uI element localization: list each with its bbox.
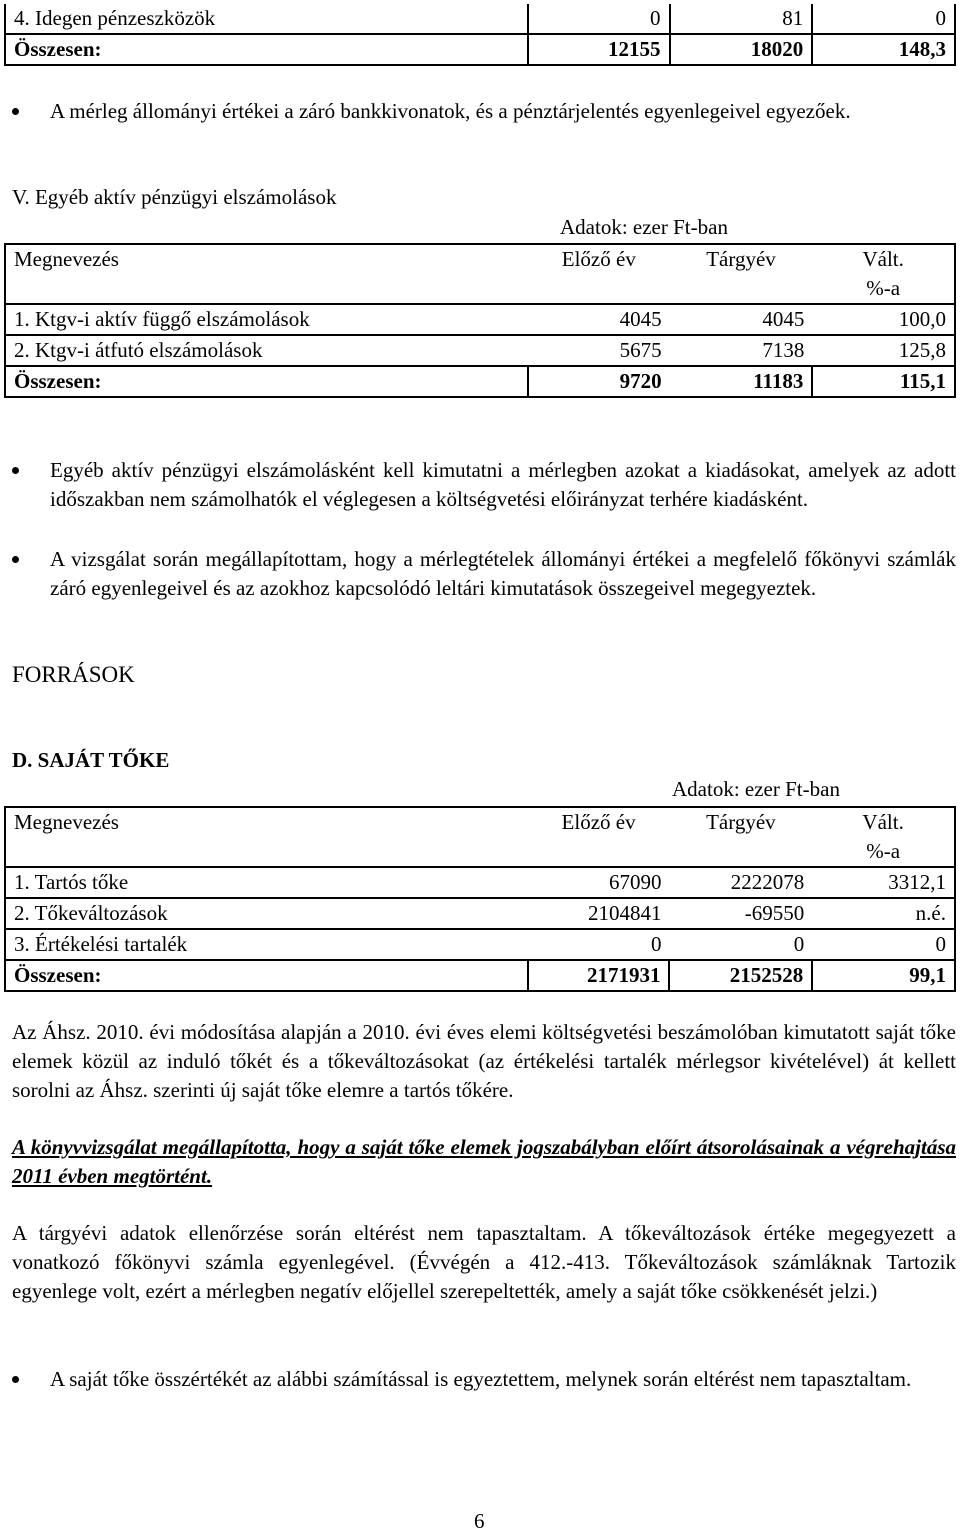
total-prev: 12155	[528, 34, 670, 65]
table-penzeszkozok	[4, 4, 956, 66]
total-prev: 2171931	[528, 960, 670, 991]
total-curr: 18020	[670, 34, 813, 65]
header-name: Megnevezés	[5, 807, 528, 837]
bullet-egyeb-aktiv: Egyéb aktív pénzügyi elszámolásként kell kimutatni a mérlegben azokat a kiadásokat, amelyek az adott időszakban nem számolhatók el véglegesen a költségvetési előirányzat terhére kiadásként.	[50, 456, 956, 514]
row-pct: n.é.	[812, 898, 955, 929]
header-pct-2: %-a	[812, 837, 955, 867]
total-name: Összesen:	[5, 34, 528, 65]
row-pct: 3312,1	[812, 867, 955, 898]
table-row	[5, 929, 955, 960]
total-prev: 9720	[528, 366, 670, 397]
row-curr: 81	[670, 4, 813, 34]
table-total-row	[5, 960, 955, 991]
header-pct: Vált.	[812, 807, 955, 837]
section-d-unit: Adatok: ezer Ft-ban	[672, 777, 840, 801]
total-pct: 148,3	[812, 34, 955, 65]
paragraph-ahsz: Az Áhsz. 2010. évi módosítása alapján a 2010. évi éves elemi költségvetési beszámolóban kimutatott saját tőke elemek közül az induló tőkét és a tőkeváltozásokat (az értékelési tartalék mérlegsor kivételével) át kellett sorolni az Áhsz. szerinti új saját tőke elemre a tartós tőkére.	[12, 1020, 956, 1102]
bullet-vizsgalat: A vizsgálat során megállapítottam, hogy a mérlegtételek állományi értékei a megfelelő főkönyvi számlák záró egyenlegeivel és az azokhoz kapcsolódó leltári kimutatások összegeivel megegyeztek.	[50, 545, 956, 603]
table-header-row	[5, 274, 955, 304]
table-total-row	[5, 34, 955, 65]
row-curr: 4045	[670, 304, 813, 335]
bullet-merleg-egyezoek: A mérleg állományi értékei a záró bankkivonatok, és a pénztárjelentés egyenlegeivel egyezőek.	[50, 97, 956, 126]
row-prev: 5675	[528, 335, 670, 366]
total-name: Összesen:	[5, 960, 528, 991]
section-v-title: V. Egyéb aktív pénzügyi elszámolások	[12, 185, 337, 209]
row-prev: 0	[528, 929, 670, 960]
table-row	[5, 867, 955, 898]
table-header-row	[5, 807, 955, 837]
table-header-row	[5, 244, 955, 274]
total-curr: 2152528	[669, 960, 812, 991]
section-v-unit: Adatok: ezer Ft-ban	[560, 215, 728, 239]
table-sajat-toke	[4, 806, 956, 992]
row-curr: 0	[669, 929, 812, 960]
header-curr: Tárgyév	[669, 807, 812, 837]
table-header-row	[5, 837, 955, 867]
row-pct: 125,8	[812, 335, 955, 366]
table-egyeb-aktiv	[4, 243, 956, 398]
paragraph-konyvvizsgalat: A könyvvizsgálat megállapította, hogy a saját tőke elemek jogszabályban előírt átsorolásainak a végrehajtása 2011 évben megtörtént.	[12, 1135, 956, 1188]
row-prev: 67090	[528, 867, 670, 898]
row-name: 2. Tőkeváltozások	[5, 898, 528, 929]
row-pct: 0	[812, 4, 955, 34]
row-curr: -69550	[669, 898, 812, 929]
header-curr: Tárgyév	[670, 244, 813, 274]
total-pct: 99,1	[812, 960, 955, 991]
header-prev: Előző év	[528, 807, 670, 837]
row-name: 2. Ktgv-i átfutó elszámolások	[5, 335, 528, 366]
row-prev: 0	[528, 4, 670, 34]
row-pct: 100,0	[812, 304, 955, 335]
total-curr: 11183	[670, 366, 813, 397]
table-total-row	[5, 366, 955, 397]
total-pct: 115,1	[812, 366, 955, 397]
header-pct: Vált.	[812, 244, 955, 274]
table-row	[5, 898, 955, 929]
total-name: Összesen:	[5, 366, 528, 397]
table-row	[5, 304, 955, 335]
header-name: Megnevezés	[5, 244, 528, 274]
row-curr: 7138	[670, 335, 813, 366]
forrasok-heading: FORRÁSOK	[12, 662, 135, 687]
page-number: 6	[474, 1509, 485, 1533]
section-d-title: D. SAJÁT TŐKE	[12, 748, 170, 772]
table-row	[5, 4, 955, 34]
row-prev: 2104841	[528, 898, 670, 929]
row-name: 4. Idegen pénzeszközök	[5, 4, 528, 34]
paragraph-targyevi: A tárgyévi adatok ellenőrzése során eltérést nem tapasztaltam. A tőkeváltozások értéke megegyezett a vonatkozó főkönyvi számla egyenlegével. (Évvégén a 412.-413. Tőkeváltozások számláknak Tartozik egyenlege volt, ezért a mérlegben negatív előjellel szerepeltették, amely a saját tőke csökkenését jelzi.)	[12, 1221, 956, 1303]
bullet-osszertek: A saját tőke összértékét az alábbi számítással is egyeztettem, melynek során eltérést nem tapasztaltam.	[50, 1365, 956, 1394]
table-row	[5, 335, 955, 366]
row-pct: 0	[812, 929, 955, 960]
row-name: 1. Tartós tőke	[5, 867, 528, 898]
row-name: 3. Értékelési tartalék	[5, 929, 528, 960]
row-curr: 2222078	[669, 867, 812, 898]
header-prev: Előző év	[528, 244, 670, 274]
header-pct-2: %-a	[812, 274, 955, 304]
row-name: 1. Ktgv-i aktív függő elszámolások	[5, 304, 528, 335]
row-prev: 4045	[528, 304, 670, 335]
